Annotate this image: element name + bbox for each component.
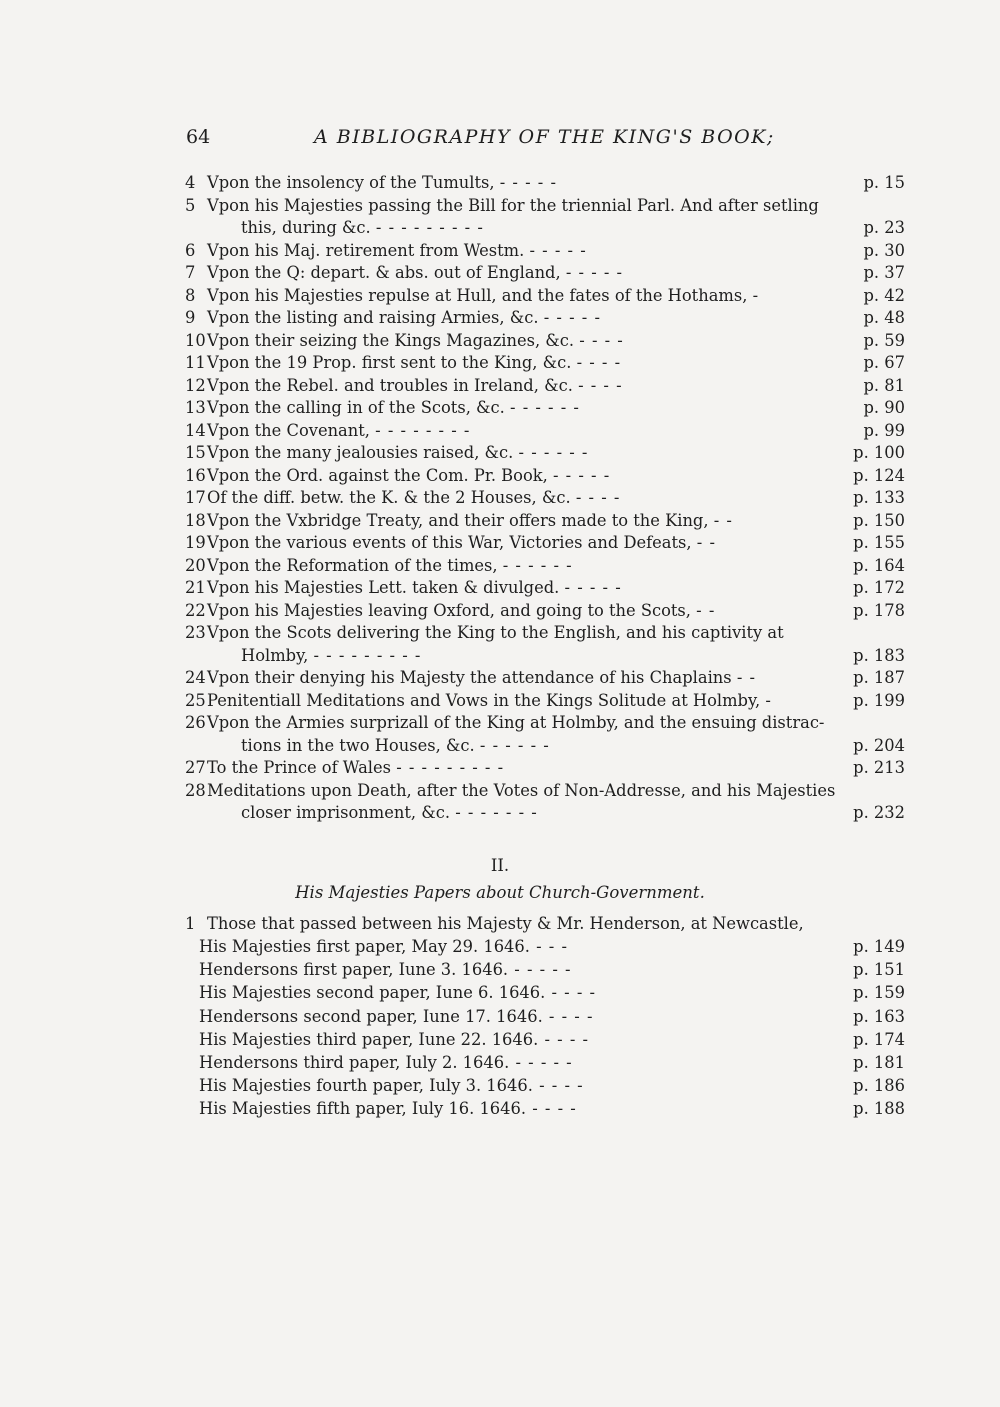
leader-dashes: - - - bbox=[529, 937, 568, 956]
contents-entry bbox=[185, 555, 905, 578]
entry-title bbox=[207, 375, 905, 398]
leader-dashes: - - - - bbox=[532, 1076, 584, 1096]
entry-title-line: this, during &c. - - - - - - - - - bbox=[241, 218, 484, 237]
entry-title bbox=[207, 487, 905, 510]
leader-dashes: - - - - - - - - bbox=[375, 420, 471, 440]
leader-dashes: - - - - bbox=[575, 488, 621, 507]
entry-number: 7 bbox=[185, 263, 196, 282]
leader-dashes: - - - - - - bbox=[518, 443, 589, 462]
leader-dashes: - - - - - - - - - bbox=[396, 758, 505, 777]
page-reference: p. 204 bbox=[853, 735, 905, 755]
leader-dashes: - - - - - - bbox=[502, 555, 573, 575]
entry-title-line: Vpon his Majesties passing the Bill for the triennial Parl. And after setling bbox=[207, 195, 819, 215]
leader-dashes: - - - - - bbox=[564, 578, 622, 597]
leader-dashes: - - - - - - bbox=[479, 735, 550, 755]
page-reference: p. 187 bbox=[853, 668, 905, 687]
entry-title-line: Vpon the Vxbridge Treaty, and their offers made to the King, - - bbox=[207, 510, 733, 530]
contents-entry bbox=[185, 600, 905, 623]
paper-title: His Majesties second paper, Iune 6. 1646. bbox=[199, 983, 546, 1003]
entry-number: 1 bbox=[185, 914, 196, 933]
page-reference: p. 124 bbox=[853, 465, 905, 485]
entry-number: 6 bbox=[185, 240, 196, 260]
entry-title bbox=[207, 757, 905, 780]
entry-title bbox=[207, 780, 905, 825]
entry-title bbox=[207, 285, 905, 308]
entry-title-line: Vpon his Majesties repulse at Hull, and the fates of the Hothams, - bbox=[207, 285, 760, 305]
entry-title-line: Of the diff. betw. the K. & the 2 Houses, &c. - - - - bbox=[207, 488, 621, 507]
entry-number: 8 bbox=[185, 285, 196, 305]
entry-title bbox=[207, 510, 905, 533]
leader-dashes: - - - - - bbox=[565, 263, 624, 282]
contents-entry bbox=[185, 420, 905, 443]
entry-number: 19 bbox=[185, 533, 206, 552]
page-reference: p. 100 bbox=[853, 443, 905, 462]
paper-title: Hendersons third paper, Iuly 2. 1646. bbox=[199, 1053, 510, 1073]
paper-title: His Majesties first paper, May 29. 1646. bbox=[199, 937, 530, 956]
entry-title-line: Meditations upon Death, after the Votes of Non-Addresse, and his Majesties bbox=[207, 780, 836, 800]
entry-title bbox=[207, 690, 905, 713]
entry-title-line: Vpon his Majesties Lett. taken & divulged. - - - - - bbox=[207, 578, 622, 597]
page-reference: p. 150 bbox=[853, 510, 905, 530]
entry-title-line: To the Prince of Wales - - - - - - - - - bbox=[207, 758, 505, 777]
papers-list bbox=[185, 912, 905, 1121]
page-reference: p. 99 bbox=[863, 420, 905, 440]
paper-title: Hendersons first paper, Iune 3. 1646. bbox=[199, 960, 509, 980]
leader-dashes: - - - - bbox=[538, 1029, 590, 1049]
entry-number: 25 bbox=[185, 690, 206, 710]
contents-entry bbox=[185, 352, 905, 375]
paper-title: Hendersons second paper, Iune 17. 1646. bbox=[199, 1006, 543, 1026]
entry-title bbox=[207, 307, 905, 330]
leader-dashes: - - - - - - - bbox=[455, 803, 538, 822]
entry-title-line: Vpon the Rebel. and troubles in Ireland, &c. - - - - bbox=[207, 375, 623, 395]
entry-number: 20 bbox=[185, 555, 206, 575]
paper-entry bbox=[185, 1005, 905, 1028]
entry-title-line: Vpon the calling in of the Scots, &c. - - - - - - bbox=[207, 398, 580, 417]
contents-entry bbox=[185, 577, 905, 600]
entry-title bbox=[207, 172, 905, 195]
contents-entry bbox=[185, 397, 905, 420]
entry-title-line: Vpon the Armies surprizall of the King at Holmby, and the ensuing distrac- bbox=[207, 713, 825, 732]
page-reference: p. 37 bbox=[863, 263, 905, 282]
page-reference: p. 155 bbox=[853, 533, 905, 552]
entry-title bbox=[207, 577, 905, 600]
leader-dashes: - - - - - bbox=[509, 1053, 573, 1073]
entry-title: Those that passed between his Majesty & Mr. Henderson, at Newcastle, bbox=[207, 914, 804, 933]
papers-intro bbox=[185, 912, 905, 935]
page-reference: p. 42 bbox=[863, 285, 905, 305]
page-reference: p. 178 bbox=[853, 600, 905, 620]
entry-title-line: Vpon the 19 Prop. first sent to the King, &c. - - - - bbox=[207, 353, 622, 372]
entry-title bbox=[207, 712, 905, 757]
page-reference: p. 186 bbox=[853, 1076, 905, 1096]
contents-entry bbox=[185, 262, 905, 285]
entry-number: 9 bbox=[185, 308, 196, 327]
entry-title bbox=[207, 465, 905, 488]
paper-entry bbox=[185, 1074, 905, 1097]
leader-dashes: - bbox=[752, 285, 760, 305]
leader-dashes: - - - - bbox=[576, 353, 622, 372]
contents-entry bbox=[185, 465, 905, 488]
leader-dashes: - - - - bbox=[545, 983, 597, 1003]
leader-dashes: - - - - bbox=[579, 330, 624, 350]
paper-entry bbox=[185, 1097, 905, 1120]
entry-title bbox=[207, 240, 905, 263]
entry-title bbox=[207, 442, 905, 465]
page-reference: p. 232 bbox=[853, 803, 905, 822]
leader-dashes: - - - - - bbox=[552, 465, 611, 485]
leader-dashes: - - - - - bbox=[543, 308, 601, 327]
contents-list bbox=[185, 172, 905, 825]
entry-title-line: closer imprisonment, &c. - - - - - - - bbox=[241, 803, 538, 822]
entry-title bbox=[207, 555, 905, 578]
entry-title bbox=[207, 195, 905, 240]
contents-entry bbox=[185, 510, 905, 533]
entry-title bbox=[207, 600, 905, 623]
leader-dashes: - - bbox=[713, 510, 733, 530]
entry-number: 13 bbox=[185, 398, 206, 417]
contents-entry bbox=[185, 442, 905, 465]
entry-number: 5 bbox=[185, 195, 196, 215]
paper-entry bbox=[185, 981, 905, 1004]
page-number: 64 bbox=[186, 126, 211, 148]
entry-title-line: Vpon their seizing the Kings Magazines, &c. - - - - bbox=[207, 330, 624, 350]
page-reference: p. 172 bbox=[853, 578, 905, 597]
contents-entry bbox=[185, 307, 905, 330]
leader-dashes: - - - - - bbox=[529, 240, 587, 260]
leader-dashes: - - - - - - bbox=[510, 398, 580, 417]
entry-title-line: Vpon the many jealousies raised, &c. - - - - - - bbox=[207, 443, 589, 462]
entry-title-line: Vpon the various events of this War, Victories and Defeats, - - bbox=[207, 533, 716, 552]
contents-entry bbox=[185, 330, 905, 353]
contents-entry bbox=[185, 240, 905, 263]
contents-entry bbox=[185, 690, 905, 713]
page-reference: p. 59 bbox=[863, 330, 905, 350]
page-reference: p. 188 bbox=[853, 1099, 905, 1119]
entry-number: 28 bbox=[185, 780, 206, 800]
paper-entry bbox=[185, 1051, 905, 1074]
paper-title: His Majesties fourth paper, Iuly 3. 1646. bbox=[199, 1076, 533, 1096]
page-reference: p. 90 bbox=[863, 398, 905, 417]
entry-title bbox=[207, 262, 905, 285]
page-reference: p. 133 bbox=[853, 488, 905, 507]
page-reference: p. 81 bbox=[863, 375, 905, 395]
page-reference: p. 174 bbox=[853, 1029, 905, 1049]
contents-entry bbox=[185, 780, 905, 825]
section-number: II. bbox=[490, 856, 510, 875]
entry-number: 15 bbox=[185, 443, 206, 462]
entry-number: 18 bbox=[185, 510, 206, 530]
entry-title bbox=[207, 352, 905, 375]
contents-entry bbox=[185, 487, 905, 510]
leader-dashes: - - - - bbox=[542, 1006, 594, 1026]
leader-dashes: - - bbox=[736, 668, 756, 687]
entry-title bbox=[207, 667, 905, 690]
contents-entry bbox=[185, 667, 905, 690]
running-head: A BIBLIOGRAPHY OF THE KING'S BOOK; bbox=[314, 126, 775, 148]
page-reference: p. 159 bbox=[853, 983, 905, 1003]
entry-title bbox=[207, 330, 905, 353]
leader-dashes: - - - - bbox=[578, 375, 623, 395]
leader-dashes: - - bbox=[696, 533, 716, 552]
page-reference: p. 149 bbox=[853, 937, 905, 956]
paper-title: His Majesties fifth paper, Iuly 16. 1646. bbox=[199, 1099, 527, 1119]
entry-number: 23 bbox=[185, 623, 206, 642]
entry-number: 14 bbox=[185, 420, 206, 440]
leader-dashes: - bbox=[765, 690, 772, 710]
entry-title-line: Vpon the Scots delivering the King to the English, and his captivity at bbox=[207, 623, 784, 642]
page-reference: p. 183 bbox=[853, 645, 905, 665]
page-reference: p. 164 bbox=[853, 555, 905, 575]
entry-number: 10 bbox=[185, 330, 206, 350]
entry-title-line: Vpon his Majesties leaving Oxford, and going to the Scots, - - bbox=[207, 600, 716, 620]
leader-dashes: - - - - - - - - - bbox=[313, 645, 422, 665]
entry-title-line: Vpon his Maj. retirement from Westm. - - - - - bbox=[207, 240, 587, 260]
entry-title-line: Vpon the Reformation of the times, - - - - - - bbox=[207, 555, 573, 575]
entry-title-line: Vpon the listing and raising Armies, &c. - - - - - bbox=[207, 308, 601, 327]
entry-title-line: Penitentiall Meditations and Vows in the Kings Solitude at Holmby, - bbox=[207, 690, 772, 710]
leader-dashes: - - - - bbox=[526, 1099, 577, 1119]
leader-dashes: - - - - - - - - - bbox=[375, 218, 484, 237]
entry-number: 16 bbox=[185, 465, 206, 485]
contents-entry bbox=[185, 285, 905, 308]
entry-title-line: Vpon the Ord. against the Com. Pr. Book, - - - - - bbox=[207, 465, 611, 485]
contents-entry bbox=[185, 375, 905, 398]
page-reference: p. 23 bbox=[863, 218, 905, 237]
paper-entry bbox=[185, 935, 905, 958]
entry-title bbox=[207, 397, 905, 420]
entry-title bbox=[207, 420, 905, 443]
leader-dashes: - - - - - bbox=[499, 173, 557, 192]
contents-entry bbox=[185, 195, 905, 240]
paper-entry bbox=[185, 958, 905, 981]
paper-entry bbox=[185, 1028, 905, 1051]
page-reference: p. 48 bbox=[863, 308, 905, 327]
contents-entry bbox=[185, 757, 905, 780]
leader-dashes: - - bbox=[696, 600, 716, 620]
contents-entry bbox=[185, 172, 905, 195]
page-reference: p. 163 bbox=[853, 1006, 905, 1026]
entry-title bbox=[207, 532, 905, 555]
page-reference: p. 30 bbox=[863, 240, 905, 260]
entry-number: 26 bbox=[185, 713, 206, 732]
entry-number: 21 bbox=[185, 578, 206, 597]
entry-number: 24 bbox=[185, 668, 206, 687]
page-reference: p. 67 bbox=[863, 353, 905, 372]
entry-title-line: tions in the two Houses, &c. - - - - - - bbox=[241, 735, 550, 755]
entry-title-line: Vpon the Q: depart. & abs. out of England, - - - - - bbox=[207, 263, 624, 282]
entry-number: 17 bbox=[185, 488, 206, 507]
page-reference: p. 151 bbox=[853, 960, 905, 980]
entry-title-line: Vpon the insolency of the Tumults, - - - - - bbox=[207, 173, 557, 192]
contents-entry bbox=[185, 622, 905, 667]
entry-title-line: Holmby, - - - - - - - - - bbox=[241, 645, 422, 665]
entry-number: 4 bbox=[185, 173, 196, 192]
entry-title-line: Vpon the Covenant, - - - - - - - - bbox=[207, 420, 471, 440]
entry-number: 11 bbox=[185, 353, 206, 372]
entry-title bbox=[207, 622, 905, 667]
entry-number: 27 bbox=[185, 758, 206, 777]
paper-title: His Majesties third paper, Iune 22. 1646. bbox=[199, 1029, 539, 1049]
entry-number: 22 bbox=[185, 600, 206, 620]
page-reference: p. 199 bbox=[853, 690, 905, 710]
contents-entry bbox=[185, 532, 905, 555]
entry-title-line: Vpon their denying his Majesty the attendance of his Chaplains - - bbox=[207, 668, 756, 687]
section-title: His Majesties Papers about Church-Government. bbox=[295, 883, 705, 902]
page-reference: p. 213 bbox=[853, 758, 905, 777]
entry-number: 12 bbox=[185, 375, 206, 395]
leader-dashes: - - - - - bbox=[508, 960, 572, 980]
contents-entry bbox=[185, 712, 905, 757]
page-reference: p. 15 bbox=[863, 173, 905, 192]
page-header bbox=[186, 126, 906, 156]
page-reference: p. 181 bbox=[853, 1053, 905, 1073]
